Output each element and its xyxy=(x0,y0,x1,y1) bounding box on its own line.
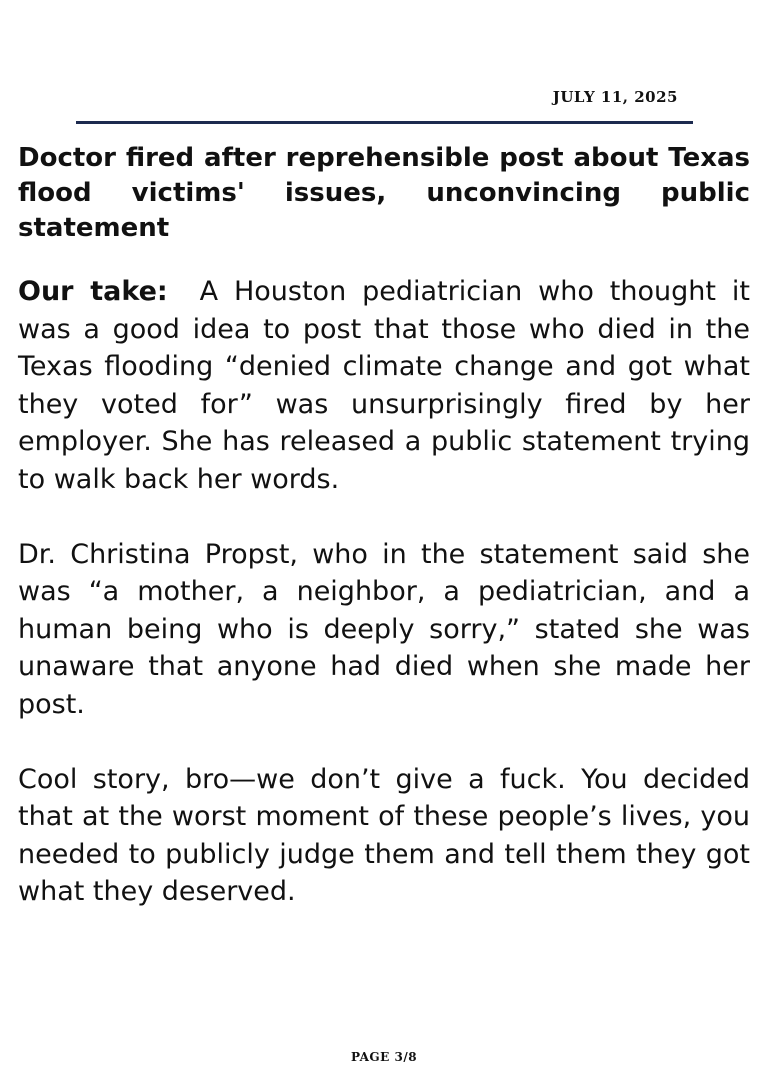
issue-date: JULY 11, 2025 xyxy=(552,88,678,106)
article-paragraph-1 xyxy=(18,273,750,498)
article-paragraph-2: Dr. Christina Propst, who in the statement said she was “a mother, a neighbor, a pediatrician, and a human being who is deeply sorry,” stated she was unaware that anyone had died when she made her post. xyxy=(18,538,750,720)
lead-label: Our take: xyxy=(18,276,168,307)
paragraph-text: A Houston pediatrician who thought it was a good idea to post that those who died in the Texas flooding “denied climate change and got what they voted for” was unsurprisingly fired by her employer. She has released a public statement trying to walk back her words. xyxy=(18,276,750,495)
header-divider xyxy=(76,121,693,124)
page-number: PAGE 3/8 xyxy=(350,1050,418,1064)
article-headline: Doctor fired after reprehensible post about Texas flood victims' issues, unconvincing public statement xyxy=(18,143,750,243)
article-paragraph-3: Cool story, bro—we don’t give a fuck. You decided that at the worst moment of these people’s lives, you needed to publicly judge them and tell them they got what they deserved. xyxy=(18,763,750,907)
article-body xyxy=(18,273,750,948)
